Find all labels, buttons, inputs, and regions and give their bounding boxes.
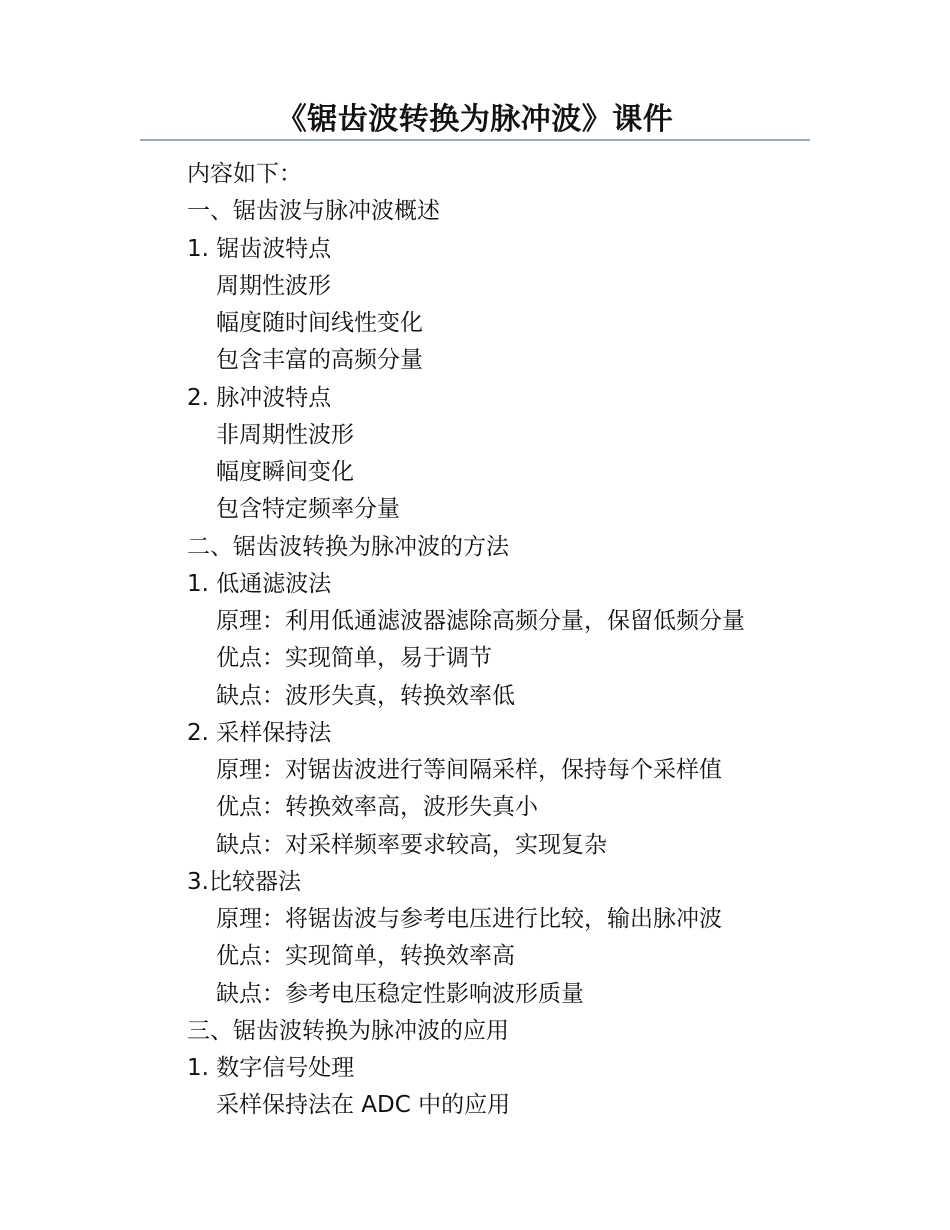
subsection-heading: 2. 采样保持法	[187, 719, 332, 746]
list-item: 优点：实现简单，易于调节	[216, 645, 492, 672]
list-item: 幅度瞬间变化	[216, 459, 354, 485]
title-underline	[140, 139, 810, 141]
subsection-heading: 1. 低通滤波法	[187, 570, 332, 597]
text-line: 内容如下：	[187, 161, 302, 187]
subsection-heading: 1. 锯齿波特点	[187, 235, 332, 262]
section-heading: 三、锯齿波转换为脉冲波的应用	[187, 1017, 509, 1044]
section-heading: 二、锯齿波转换为脉冲波的方法	[187, 533, 509, 560]
list-item: 原理：将锯齿波与参考电压进行比较，输出脉冲波	[216, 906, 722, 932]
list-item: 幅度随时间线性变化	[216, 310, 423, 336]
list-item: 缺点：波形失真，转换效率低	[216, 682, 515, 709]
list-item: 优点：实现简单，转换效率高	[216, 943, 515, 970]
list-item: 包含丰富的高频分量	[216, 347, 423, 374]
list-item: 原理：利用低通滤波器滤除高频分量，保留低频分量	[216, 608, 745, 634]
list-item: 原理：对锯齿波进行等间隔采样，保持每个采样值	[216, 757, 722, 783]
list-item: 包含特定频率分量	[216, 496, 400, 523]
list-item: 周期性波形	[216, 272, 331, 299]
list-item: 缺点：参考电压稳定性影响波形质量	[216, 980, 584, 1007]
list-item: 优点：转换效率高，波形失真小	[216, 794, 538, 821]
subsection-heading: 1. 数字信号处理	[187, 1055, 355, 1081]
document-body	[187, 156, 907, 1125]
list-item: 非周期性波形	[216, 421, 354, 448]
subsection-heading: 2. 脉冲波特点	[187, 384, 332, 411]
list-item: 采样保持法在 ADC 中的应用	[216, 1092, 511, 1119]
document-title: 《锯齿波转换为脉冲波》课件	[276, 102, 674, 137]
subsection-heading: 3.比较器法	[187, 868, 301, 895]
section-heading: 一、锯齿波与脉冲波概述	[187, 198, 440, 225]
list-item: 缺点：对采样频率要求较高，实现复杂	[216, 831, 607, 858]
